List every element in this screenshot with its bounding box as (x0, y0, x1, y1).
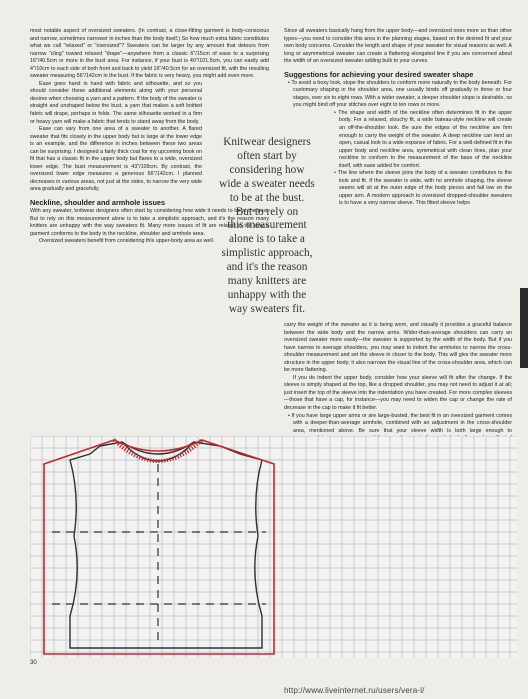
pull-quote-line: way sweaters fit. (228, 302, 306, 315)
pull-quote-line: often start by (237, 149, 297, 162)
bullet-upper-arms: • If you have large upper arms or are large-busted, the best fit in an oversized garment comes with a deeper-than-average armhole, combined with an adjustment in the cross-shoulder area, mentioned above. Be sure that your sleeve width is both large enough to (288, 412, 512, 434)
paragraph-shoulders: carry the weight of the sweater as it is being worn, and visually it provides a graceful balance between the wide body and the narrow arms. Wider-than-average shoulders can carry an oversized sweater more easily—the sweater is supported by the width of the body. But if you have narrow to average shoulders, you may want to indent the armholes to narrow the cross-shoulder measurement and set the sleeve in closer to the body. This will give the sweater more structure in the upper body; it also narrows the visual line of the cross-shoulder area, which can be more flattering. (284, 322, 512, 374)
pull-quote-line: to be at the bust. (229, 191, 305, 204)
section-heading-neckline: Neckline, shoulder and armhole issues (30, 198, 166, 208)
page-number: 30 (30, 660, 37, 666)
watermark-url: http://www.liveinternet.ru/users/vera-l/ (284, 686, 425, 695)
sweater-schematic-grid (30, 436, 518, 658)
intro-paragraph-right: Since all sweaters basically hang from the upper body—and oversized ones more so than other types—you need to consider this area in the planning stages, based on the desired fit and your own body concerns. Consider the length and shape of your sweater for visual reasons as well. A long or asymmetrical sweater can create a flattering elongated line if you are concerned about the width of an oversized sweater adding bulk to your curves. (284, 28, 512, 65)
pull-quote-line: alone is to take a (229, 233, 305, 246)
bullet-sleeve-join: • The line where the sleeve joins the body of a sweater contributes to the look and fit. If the sweater is wide, with no armhole shaping, the sleeve seams will sit at the outer edge of the body pieces and fall low on the upper arm. A modern approach to oversized dropped-shoulder sweaters is to have a very narrow sleeve. This fitted sleeve helps (334, 170, 512, 207)
paragraph-upper-body: Oversized sweaters benefit from considering this upper-body area as well. (39, 238, 215, 245)
pull-quote-line: Knitwear designers (223, 136, 311, 148)
page-edge-tab (520, 288, 528, 368)
pull-quote-line: considering how (229, 163, 305, 176)
paragraph-indent-sleeve: If you do indent the upper body, consider how your sleeve will fit after the change. If the sleeve is simply shaped at the top, like a dropped shoulder, you may not need to adjust it at all; just insert the top of the sleeve into the indentation you have created. For more complex sleeves—those that have a cap, for instance—you may need to widen the cap or change the rate of decrease in the cap to make it fit better. (284, 374, 512, 412)
pull-quote-line: and it's the reason (226, 261, 308, 274)
paragraph-ease: Ease goes hand in hand with fabric and silhouette, and so you should consider these additional elements along with your personal desires when choosing a yarn and a pattern. If the body of the sweater is straight and unshaped below the bust, a yarn that makes a soft knitted fabric will drape, perhaps in folds. The same silhouette worked in a firm or heavy yarn will make a fabric that tends to stand away from the body. (30, 80, 202, 125)
pull-quote-line: But to rely on (235, 205, 299, 218)
pull-quote-line: many knitters are (227, 275, 307, 288)
pull-quote-line: wide a sweater needs (219, 177, 315, 190)
pull-quote-line: unhappy with the (227, 288, 307, 301)
bullet-neckline: • The shape and width of the neckline often determines fit in the upper body. For a relaxed, slouchy fit, a wide bateau-style neckline will create an off-the-shoulder look. Be sure the edges of the neckline are firm enough to carry the weight of the sweater. A deep neckline can lend an open, casual look to a wide expanse of fabric. For a well-defined fit in the upper body and neckline area, symmetrical with clean lines, plan your neckline to conform to the measurement of the base of the neckline itself, with ease added for comfort. (334, 109, 512, 169)
paragraph-neckline: With any sweater, knitwear designers often start by considering how wide it needs to be at the bust. But to rely on this measurement alone is to take a simplistic approach, and it's the reason many knitters are unhappy with the way sweaters fit. Many more issues of fit are related to the way a garment conforms to the body in the neckline, shoulder and armhole area. (30, 208, 269, 237)
pull-quote-line: this measurement (227, 219, 307, 232)
section-heading-suggestions: Suggestions for achieving your desired sweater shape (284, 69, 474, 79)
paragraph-ease-variation: Ease can vary from one area of a sweater to another. A flared sweater that fits closely in the upper body but is large at the lower edge is an example, and the difference in inches between these two areas can be surprising. I designed a fairly thick coat for my upcoming book on fit that has a classic fit in the upper body but flares to a wide, oversized lower edge. The bust measurement is 43"/109cm. By contrast, the oversized lower edge measures a generous 56"/142cm. I planned decreases in various areas, not just at the sides, to narrow the very wide area gradually and gracefully. (30, 126, 202, 193)
right-column (284, 28, 512, 208)
intro-paragraph: most notable aspect of oversized sweaters. (In contrast, a close-fitting garment is body-conscious and narrow, sometimes narrower in inches than the body itself.) So how much extra fabric constitutes what we call "relaxed" or "oversized"? Sweaters can be larger by any amount that detours from narrow "cling" toward relaxed "drape"—anywhere from a classic 6"/15cm of ease to a surprising 16"/40.5cm or more in the bust area. For instance, if your bust is 40"/101.5cm, you can easily add 4"/10cm to each side of both front and back to yield 16"/40.5cm for an oversized fit, with the resulting sweater measuring 56"/142cm in the bust. If the fabric is very heavy, you might add even more. (30, 28, 269, 80)
bullet-shoulders: • To avoid a boxy look, slope the shoulders to conform more naturally to the body beneath. For customary shaping in the shoulder area, one usually binds off gradually in three or four stages, over six to eight rows. With a wider sweater, a deeper shoulder slope is desirable, so you might bind off your stitches over eight to ten rows or more. (288, 79, 512, 109)
pull-quote-line: simplistic approach, (221, 247, 313, 260)
